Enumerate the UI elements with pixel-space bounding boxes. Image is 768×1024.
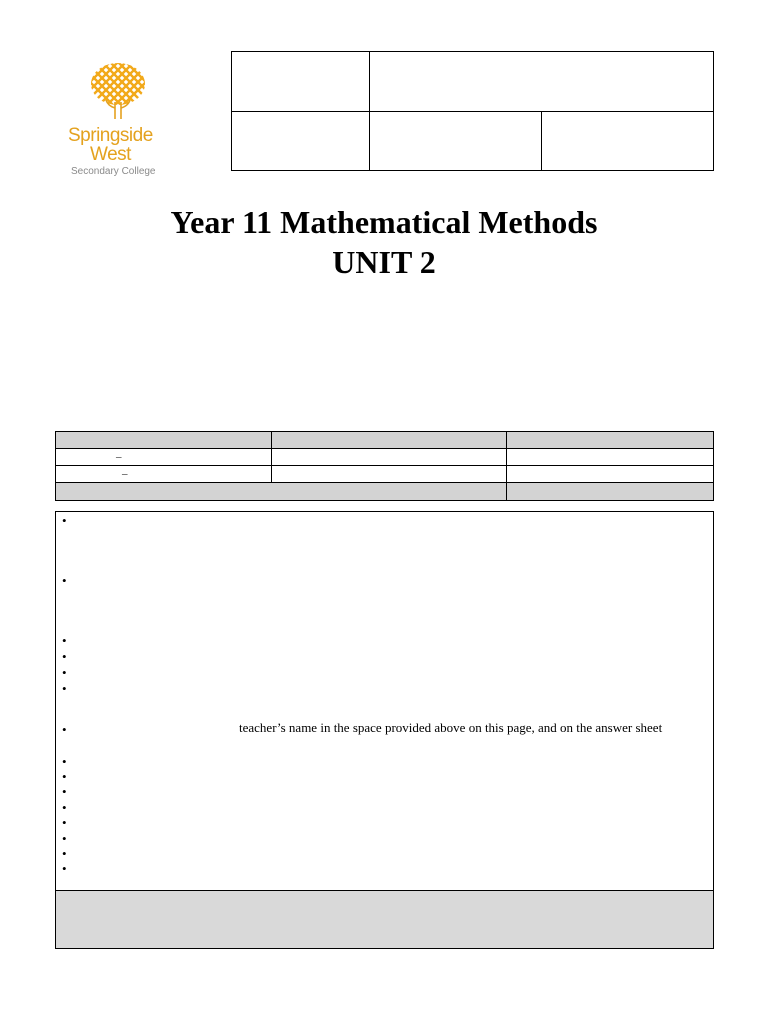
bullet: • xyxy=(62,754,67,769)
info-cell[interactable] xyxy=(370,52,714,112)
bullet: • xyxy=(62,649,67,664)
logo-subtitle: Secondary College xyxy=(71,166,156,177)
school-logo xyxy=(66,62,176,182)
table-cell xyxy=(272,449,507,466)
dash-mark: – xyxy=(122,468,128,480)
marks-table xyxy=(55,431,714,501)
bullet: • xyxy=(62,846,67,861)
bullet: • xyxy=(62,681,67,696)
student-info-table xyxy=(231,51,714,171)
total-row xyxy=(56,483,714,501)
bullet: • xyxy=(62,815,67,830)
footer-shaded-box xyxy=(55,890,714,949)
info-cell[interactable] xyxy=(370,112,542,171)
logo-name-line1: Springside xyxy=(68,125,153,146)
total-label-cell xyxy=(56,483,507,501)
bullet: • xyxy=(62,665,67,680)
document-title xyxy=(0,202,768,282)
header-cell xyxy=(272,432,507,449)
table-cell xyxy=(56,449,272,466)
table-cell xyxy=(56,466,272,483)
table-cell xyxy=(507,466,714,483)
table-row xyxy=(56,466,714,483)
info-cell[interactable] xyxy=(232,112,370,171)
bullet: • xyxy=(62,633,67,648)
bullet: • xyxy=(62,769,67,784)
header-cell xyxy=(56,432,272,449)
info-cell[interactable] xyxy=(542,112,714,171)
bullet: • xyxy=(62,513,67,528)
header-cell xyxy=(507,432,714,449)
bullet: • xyxy=(62,831,67,846)
title-line-2: UNIT 2 xyxy=(332,244,436,280)
logo-wordmark xyxy=(68,126,168,164)
info-cell[interactable] xyxy=(232,52,370,112)
title-line-1: Year 11 Mathematical Methods xyxy=(170,204,598,240)
bullet: • xyxy=(62,722,67,737)
bullet: • xyxy=(62,573,67,588)
logo-name-line2: West xyxy=(90,144,131,165)
total-value-cell xyxy=(507,483,714,501)
teacher-name-instruction: teacher’s name in the space provided above on this page, and on the answer sheet xyxy=(239,720,663,735)
table-cell xyxy=(272,466,507,483)
instructions-box xyxy=(55,511,714,891)
table-row xyxy=(56,449,714,466)
bullet: • xyxy=(62,784,67,799)
bullet: • xyxy=(62,861,67,876)
tree-logo-icon xyxy=(78,62,158,126)
dash-mark: – xyxy=(116,451,122,463)
bullet: • xyxy=(62,800,67,815)
table-header-row xyxy=(56,432,714,449)
table-cell xyxy=(507,449,714,466)
